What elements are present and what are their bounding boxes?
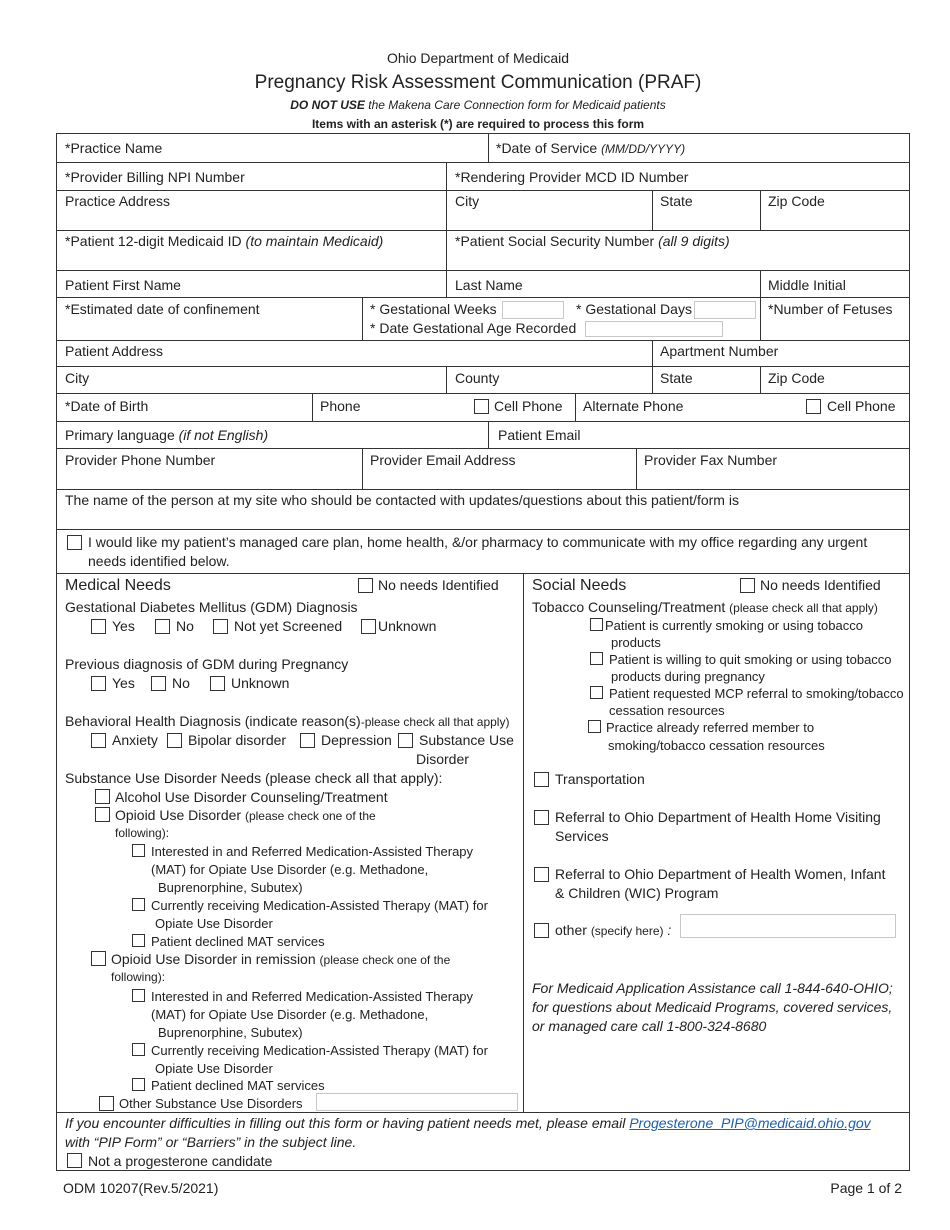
difficulty-text: If you encounter difficulties in filling out this form or having patient needs met, please email	[65, 1115, 630, 1131]
prev-gdm-unknown-label: Unknown	[231, 675, 290, 691]
mat-receiving-checkbox[interactable]	[132, 898, 145, 911]
cell-phone-label: Cell Phone	[494, 398, 563, 414]
medicaid-id-note: (to maintain Medicaid)	[245, 233, 384, 249]
apartment-label: Apartment Number	[660, 343, 779, 359]
primary-language-note: (if not English)	[178, 427, 269, 443]
medical-no-needs-checkbox[interactable]	[358, 578, 373, 593]
mat-interested-line-3: Buprenorphine, Subutex)	[158, 880, 303, 895]
bh-depression-label: Depression	[321, 732, 392, 748]
page-number: Page 1 of 2	[830, 1180, 902, 1196]
mat-declined-checkbox[interactable]	[132, 934, 145, 947]
practice-state-label: State	[660, 193, 693, 209]
other-social-input[interactable]	[680, 914, 896, 938]
bh-bipolar-label: Bipolar disorder	[188, 732, 287, 748]
dob-label: *Date of Birth	[65, 398, 149, 414]
prev-gdm-no-checkbox[interactable]	[151, 676, 166, 691]
oud-remission-note: (please check one of the	[319, 953, 451, 967]
gestational-date-label: * Date Gestational Age Recorded	[370, 320, 577, 336]
communicate-checkbox[interactable]	[67, 535, 82, 550]
smoking-line-2: products	[611, 635, 661, 650]
other-social-label	[555, 922, 671, 940]
gdm-label: Gestational Diabetes Mellitus (GDM) Diagnosis	[65, 599, 358, 615]
practice-address-label: Practice Address	[65, 193, 171, 209]
bh-substance-use-label: Substance Use	[419, 732, 514, 748]
do-not-use-bold: DO NOT USE	[290, 98, 365, 112]
bh-bipolar-checkbox[interactable]	[167, 733, 182, 748]
quit-line-2: products during pregnancy	[611, 669, 765, 684]
first-name-label: Patient First Name	[65, 277, 181, 293]
wic-line-2: & Children (WIC) Program	[555, 885, 719, 901]
number-of-fetuses-label: *Number of Fetuses	[768, 301, 893, 317]
sud-needs-label: Substance Use Disorder Needs (please check all that apply):	[65, 770, 443, 786]
bh-anxiety-checkbox[interactable]	[91, 733, 106, 748]
form-title: Pregnancy Risk Assessment Communication (PRAF)	[254, 72, 702, 93]
gdm-no-checkbox[interactable]	[155, 619, 170, 634]
social-no-needs-checkbox[interactable]	[740, 578, 755, 593]
bh-disorder-label: Disorder	[416, 751, 469, 767]
difficulty-line-1	[65, 1115, 871, 1132]
mat-interested-line-2: (MAT) for Opiate Use Disorder (e.g. Methadone,	[151, 862, 429, 877]
transportation-label: Transportation	[555, 771, 645, 787]
gestational-days-label: * Gestational Days	[576, 301, 692, 317]
ssn-note: (all 9 digits)	[658, 233, 730, 249]
r-mat-interested-line-3: Buprenorphine, Subutex)	[158, 1025, 303, 1040]
smoking-checkbox[interactable]	[590, 618, 603, 631]
alt-cell-phone-checkbox[interactable]	[806, 399, 821, 414]
do-not-use-note	[0, 97, 950, 114]
communicate-line-1: I would like my patient’s managed care plan, home health, &/or pharmacy to communicate with my office regarding any urgent	[88, 534, 868, 550]
social-needs-heading: Social Needs	[532, 577, 627, 594]
gdm-not-screened-checkbox[interactable]	[213, 619, 228, 634]
gestational-date-input[interactable]	[585, 321, 723, 337]
phone-label: Phone	[320, 398, 361, 414]
oud-label	[115, 807, 376, 825]
oud-remission-text: Opioid Use Disorder in remission	[111, 951, 316, 967]
middle-initial-label: Middle Initial	[768, 277, 846, 293]
mcp-referral-line-1: Patient requested MCP referral to smoking/tobacco	[609, 686, 904, 701]
alt-phone-label: Alternate Phone	[583, 398, 684, 414]
r-mat-interested-line-1: Interested in and Referred Medication-Assisted Therapy	[151, 989, 474, 1004]
r-mat-declined-checkbox[interactable]	[132, 1078, 145, 1091]
medical-no-needs-label: No needs Identified	[378, 577, 499, 593]
provider-email-label: Provider Email Address	[370, 452, 516, 468]
alcohol-label: Alcohol Use Disorder Counseling/Treatment	[115, 789, 388, 805]
primary-language-text: Primary language	[65, 427, 175, 443]
gdm-unknown-checkbox[interactable]	[361, 619, 376, 634]
contact-person-label: The name of the person at my site who should be contacted with updates/questions about this patient/form is	[65, 492, 739, 508]
date-format-hint: (MM/DD/YYYY)	[601, 142, 686, 156]
r-mat-receiving-line-2: Opiate Use Disorder	[155, 1061, 273, 1076]
gestational-days-input[interactable]	[694, 301, 756, 319]
practice-name-label: *Practice Name	[65, 140, 163, 156]
cell-phone-checkbox[interactable]	[474, 399, 489, 414]
oud-remission-note-2: following):	[111, 970, 166, 984]
bh-depression-checkbox[interactable]	[300, 733, 315, 748]
home-visiting-checkbox[interactable]	[534, 810, 549, 825]
required-note: Items with an asterisk (*) are required to process this form	[311, 117, 645, 131]
other-sud-label: Other Substance Use Disorders	[119, 1096, 303, 1111]
prev-gdm-label: Previous diagnosis of GDM during Pregnancy	[65, 656, 349, 672]
wic-checkbox[interactable]	[534, 867, 549, 882]
bh-anxiety-label: Anxiety	[112, 732, 158, 748]
mcp-referral-line-2: cessation resources	[609, 703, 725, 718]
other-social-note: (specify here)	[590, 924, 664, 938]
bh-note: -please check all that apply)	[360, 715, 510, 729]
medicaid-id-label	[65, 233, 383, 250]
r-mat-receiving-line-1: Currently receiving Medication-Assisted Therapy (MAT) for	[151, 1043, 488, 1058]
not-candidate-label: Not a progesterone candidate	[88, 1153, 273, 1169]
home-visiting-line-2: Services	[555, 828, 609, 844]
social-no-needs-label: No needs Identified	[760, 577, 881, 593]
rendering-mcd-label: *Rendering Provider MCD ID Number	[455, 169, 689, 185]
mat-receiving-line-1: Currently receiving Medication-Assisted Therapy (MAT) for	[151, 898, 488, 913]
r-mat-interested-line-2: (MAT) for Opiate Use Disorder (e.g. Methadone,	[151, 1007, 429, 1022]
quit-line-1: Patient is willing to quit smoking or using tobacco	[609, 652, 892, 667]
gdm-not-screened-label: Not yet Screened	[234, 618, 343, 634]
r-mat-interested-checkbox[interactable]	[132, 989, 145, 1002]
tobacco-text: Tobacco Counseling/Treatment	[532, 599, 726, 615]
oud-remission-checkbox[interactable]	[91, 951, 106, 966]
last-name-label: Last Name	[455, 277, 523, 293]
bh-substance-use-checkbox[interactable]	[398, 733, 413, 748]
oud-remission-label	[111, 951, 450, 969]
gdm-yes-checkbox[interactable]	[91, 619, 106, 634]
oud-checkbox[interactable]	[95, 807, 110, 822]
prev-gdm-yes-checkbox[interactable]	[91, 676, 106, 691]
assistance-line-1: For Medicaid Application Assistance call 1-844-640-OHIO;	[532, 980, 893, 996]
other-sud-checkbox[interactable]	[99, 1096, 114, 1111]
ssn-text: *Patient Social Security Number	[455, 233, 655, 249]
provider-fax-label: Provider Fax Number	[644, 452, 778, 468]
prev-gdm-unknown-checkbox[interactable]	[210, 676, 225, 691]
home-visiting-line-1: Referral to Ohio Department of Health Home Visiting	[555, 809, 881, 825]
provider-phone-label: Provider Phone Number	[65, 452, 216, 468]
gdm-unknown-label: Unknown	[378, 618, 437, 634]
not-candidate-checkbox[interactable]	[67, 1153, 82, 1168]
difficulty-line-2: with “PIP Form” or “Barriers” in the subject line.	[65, 1134, 357, 1150]
patient-city-label: City	[65, 370, 90, 386]
county-label: County	[455, 370, 500, 386]
alt-cell-phone-label: Cell Phone	[827, 398, 896, 414]
mat-interested-checkbox[interactable]	[132, 844, 145, 857]
bh-label	[65, 713, 509, 731]
bh-text: Behavioral Health Diagnosis (indicate reason(s)	[65, 713, 361, 729]
form-id: ODM 10207(Rev.5/2021)	[63, 1180, 219, 1196]
prev-gdm-no-label: No	[172, 675, 190, 691]
mat-receiving-line-2: Opiate Use Disorder	[155, 916, 273, 931]
oud-note: (please check one of the	[244, 809, 376, 823]
agency-name: Ohio Department of Medicaid	[386, 50, 570, 66]
gestational-weeks-label: * Gestational Weeks	[370, 301, 497, 317]
patient-address-label: Patient Address	[65, 343, 164, 359]
gestational-weeks-input[interactable]	[502, 301, 564, 319]
prev-gdm-yes-label: Yes	[112, 675, 135, 691]
oud-text: Opioid Use Disorder	[115, 807, 242, 823]
medical-needs-heading: Medical Needs	[65, 577, 171, 594]
other-social-text: other	[555, 922, 587, 938]
billing-npi-label: *Provider Billing NPI Number	[65, 169, 245, 185]
date-of-service-text: *Date of Service	[496, 140, 598, 156]
alcohol-checkbox[interactable]	[95, 789, 110, 804]
medicaid-id-text: *Patient 12-digit Medicaid ID	[65, 233, 242, 249]
transportation-checkbox[interactable]	[534, 772, 549, 787]
practice-zip-label: Zip Code	[768, 193, 825, 209]
already-referred-line-1: Practice already referred member to	[606, 720, 815, 735]
tobacco-label	[532, 599, 878, 617]
already-referred-line-2: smoking/tobacco cessation resources	[608, 738, 825, 753]
wic-line-1: Referral to Ohio Department of Health Women, Infant	[555, 866, 886, 882]
r-mat-receiving-checkbox[interactable]	[132, 1043, 145, 1056]
support-email-link[interactable]: Progesterone_PIP@medicaid.ohio.gov	[629, 1115, 871, 1131]
gdm-yes-label: Yes	[112, 618, 135, 634]
already-referred-checkbox[interactable]	[588, 720, 601, 733]
communicate-line-2: needs identified below.	[88, 553, 230, 569]
other-sud-input[interactable]	[316, 1093, 518, 1111]
tobacco-note: (please check all that apply)	[729, 601, 878, 615]
primary-language-label	[65, 427, 268, 444]
date-of-service-label	[496, 140, 685, 158]
r-mat-declined-label: Patient declined MAT services	[151, 1078, 325, 1093]
assistance-line-3: or managed care call 1-800-324-8680	[532, 1018, 767, 1034]
other-social-colon: :	[663, 922, 672, 938]
assistance-line-2: for questions about Medicaid Programs, covered services,	[532, 999, 893, 1015]
practice-city-label: City	[455, 193, 480, 209]
edc-label: *Estimated date of confinement	[65, 301, 260, 317]
mat-declined-label: Patient declined MAT services	[151, 934, 325, 949]
smoking-line-1: Patient is currently smoking or using tobacco	[605, 618, 863, 633]
ssn-label	[455, 233, 730, 250]
oud-note-2: following):	[115, 826, 170, 840]
patient-email-label: Patient Email	[498, 427, 581, 443]
patient-state-label: State	[660, 370, 693, 386]
quit-checkbox[interactable]	[590, 652, 603, 665]
other-social-checkbox[interactable]	[534, 923, 549, 938]
gdm-no-label: No	[176, 618, 194, 634]
patient-zip-label: Zip Code	[768, 370, 825, 386]
mcp-referral-checkbox[interactable]	[590, 686, 603, 699]
mat-interested-line-1: Interested in and Referred Medication-Assisted Therapy	[151, 844, 474, 859]
do-not-use-rest: the Makena Care Connection form for Medicaid patients	[364, 98, 666, 112]
